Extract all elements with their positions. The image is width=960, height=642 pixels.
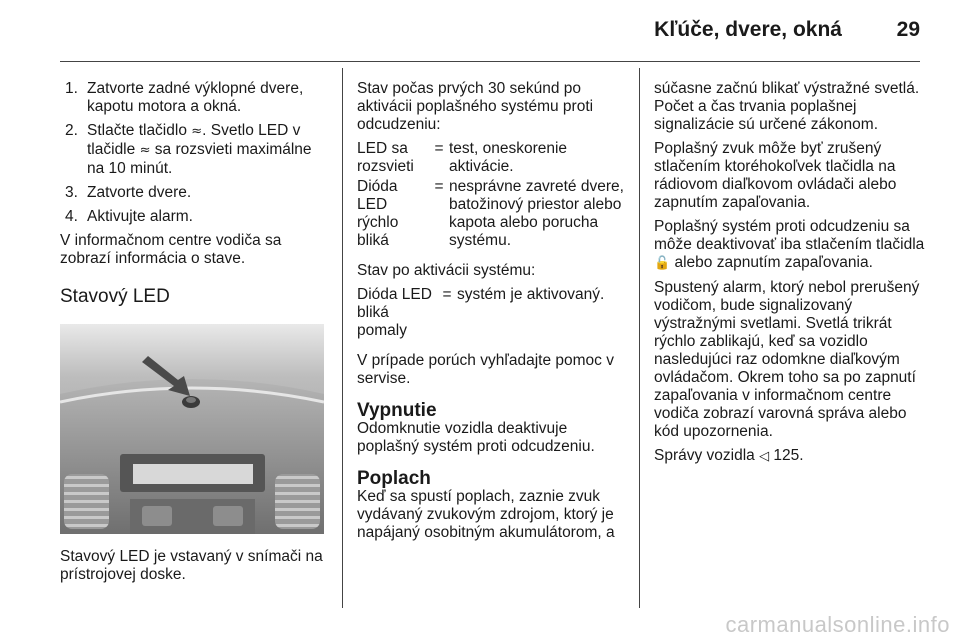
step-text: Stlačte tlačidlo [87, 122, 192, 139]
def-term: LED sa rozsvieti [357, 140, 414, 175]
unlock-icon: 🔓 [654, 256, 671, 271]
step-number: 2. [65, 122, 78, 139]
column-divider-2 [639, 68, 640, 608]
def-equals: = [434, 178, 444, 195]
step-text: . Svetlo LED v tlačidle [87, 122, 301, 158]
paragraph [654, 218, 926, 273]
step-item [60, 80, 328, 116]
vypnutie-text: Odomknutie vozidla deaktivuje poplašný systém proti odcudzeniu. [357, 420, 595, 455]
photo-caption: Stavový LED je vstavaný v snímači na prístrojovej doske. [60, 548, 323, 583]
step-item [60, 184, 328, 202]
steps-list [60, 80, 328, 226]
table-row [357, 286, 604, 342]
alarm-button-icon: ≈ [139, 143, 151, 158]
step-number: 1. [65, 80, 78, 97]
subheading-poplach: Poplach [357, 468, 431, 489]
info-text: V informačnom centre vodiča sa zobrazí informácia o stave. [60, 232, 282, 267]
header-title: Kľúče, dvere, okná [654, 18, 842, 41]
step-number: 4. [65, 208, 78, 225]
table-row [357, 178, 627, 252]
step-text: Zatvorte dvere. [87, 184, 192, 201]
def-description: systém je aktivovaný. [457, 286, 605, 303]
paragraph-text: alebo zapnutím zapaľovania. [670, 254, 873, 271]
step-item [60, 122, 328, 178]
reference-text: Správy vozidla [654, 447, 760, 464]
step-number: 3. [65, 184, 78, 201]
column-2 [357, 80, 627, 548]
def-description: nesprávne zavreté dvere, batožinový priestor alebo kapota alebo porucha systému. [449, 178, 624, 249]
def-term: Dióda LED rýchlo bliká [357, 178, 399, 249]
def-description: test, oneskorenie aktivácie. [449, 140, 568, 175]
def-term: Dióda LED bliká pomaly [357, 286, 432, 339]
step-text: Zatvorte zadné výklopné dvere, kapotu motora a okná. [87, 80, 304, 115]
watermark: carmanualsonline.info [725, 612, 950, 637]
intro-text: Stav počas prvých 30 sekúnd po aktivácii poplašného systému proti odcudzeniu: [357, 80, 594, 133]
paragraph: Spustený alarm, ktorý nebol prerušený vodičom, bude signalizovaný výstražnými svetlami. Svetlá trikrát rýchlo zablikajú, keď sa vozidlo nasledujúci raz odomkne diaľkovým ovládačom. Okrem toho sa po zapnutí zapaľovania v informačnom centre vodiča zobrazí varovná správa alebo kód upozornenia. [654, 279, 920, 440]
def-equals: = [442, 286, 452, 303]
alarm-button-icon: ≈ [191, 124, 203, 139]
cross-reference [654, 447, 926, 466]
page-header [0, 0, 960, 60]
def-equals: = [434, 140, 444, 157]
column-1 [60, 80, 328, 590]
fault-text: V prípade porúch vyhľadajte pomoc v servise. [357, 352, 614, 387]
paragraph-text: Poplašný systém proti odcudzeniu sa môže deaktivovať iba stlačením tlačidla [654, 218, 925, 253]
paragraph: Poplašný zvuk môže byť zrušený stlačením ktoréhokoľvek tlačidla na rádiovom diaľkovom ovládači alebo zapnutím zapaľovania. [654, 140, 897, 211]
page-reference-icon: ◁ [759, 449, 770, 464]
reference-page: 125. [769, 447, 804, 464]
page-number: 29 [896, 18, 920, 41]
status-definitions-table [357, 140, 627, 252]
section-title-status-led: Stavový LED [60, 286, 170, 307]
dashboard-led-photo [60, 324, 324, 534]
step-text: sa rozsvieti maximálne na 10 minút. [87, 141, 312, 177]
subheading-vypnutie: Vypnutie [357, 400, 437, 421]
column-3 [654, 80, 926, 472]
step-text: Aktivujte alarm. [87, 208, 193, 225]
header-rule [60, 61, 920, 62]
after-activation-text: Stav po aktivácii systému: [357, 262, 536, 279]
table-row [357, 140, 627, 178]
paragraph: súčasne začnú blikať výstražné svetlá. Počet a čas trvania poplašnej signalizácie sú určené zákonom. [654, 80, 920, 133]
step-item [60, 208, 328, 226]
activated-definitions-table [357, 286, 604, 342]
column-divider-1 [342, 68, 343, 608]
poplach-text: Keď sa spustí poplach, zaznie zvuk vydávaný zvukovým zdrojom, ktorý je napájaný osobitným akumulátorom, a [357, 488, 615, 541]
